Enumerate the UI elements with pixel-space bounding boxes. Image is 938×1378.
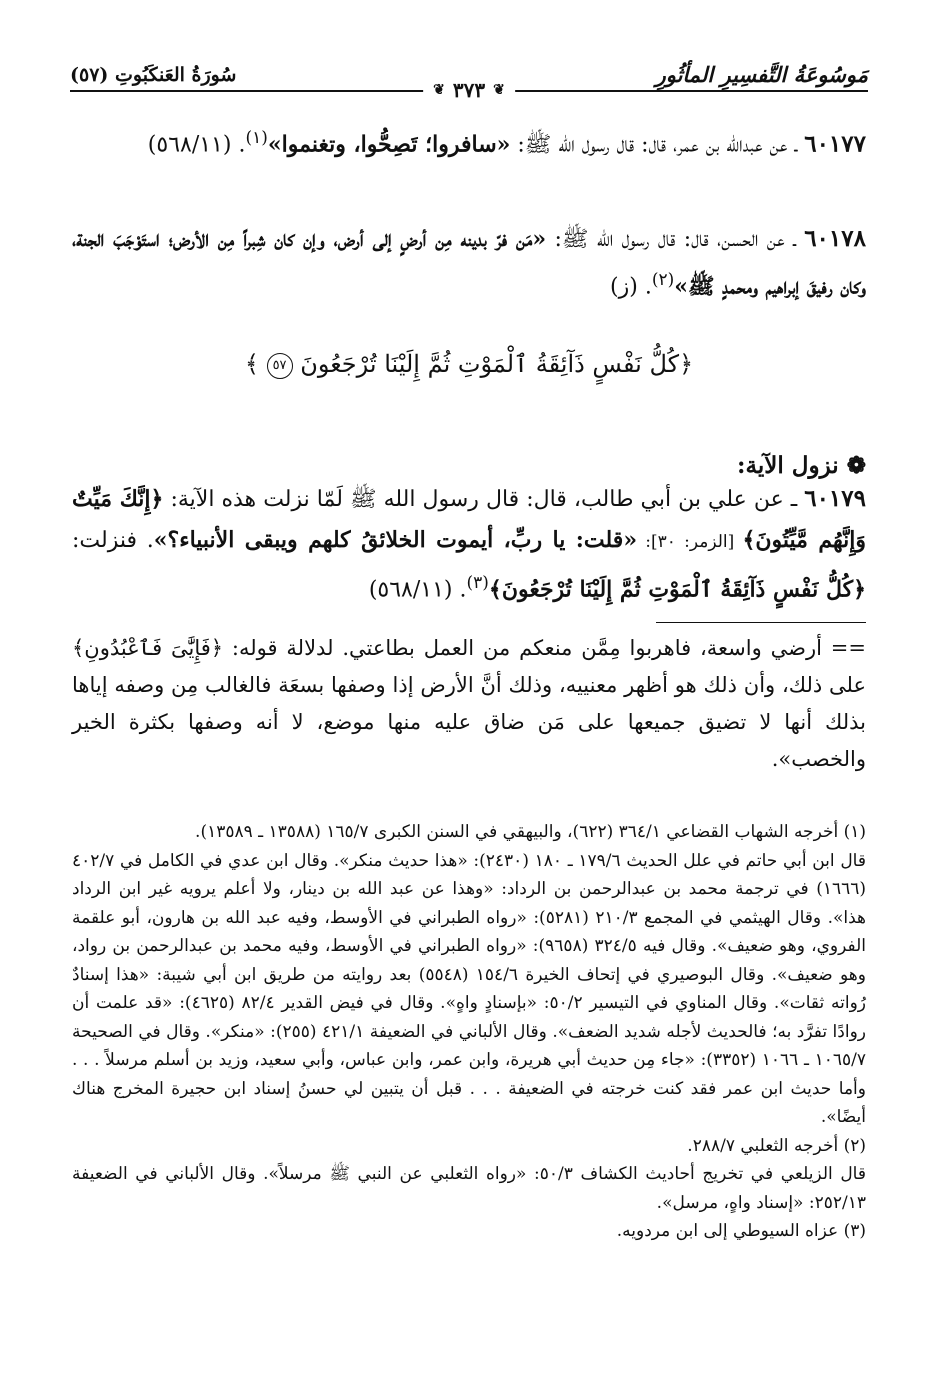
quran-verse: ﴿كُلُّ نَفْسٍ ذَآئِقَةُ ٱلْمَوْتِ ثُمَّ إِلَيْنَا تُرْجَعُونَ﴾ bbox=[488, 576, 866, 603]
quran-quote: ﴿إِنَّكَ مَيِّتٌ وَإِنَّهُم مَّيِّتُونَ﴾ bbox=[72, 486, 867, 553]
verse-close: ﴾ bbox=[244, 350, 259, 378]
surah-title: سُورَةُ العَنكَبُوتِ (٥٧) bbox=[70, 64, 237, 86]
footnote-1: (١) أخرجه الشهاب القضاعي ٣٦٤/١ (٦٢٢)، والبيهقي في السنن الكبرى ١٦٥/٧ (١٣٥٨٨ ـ ١٣٥٨٩). bbox=[195, 822, 866, 842]
footnote-2-detail: قال الزيلعي في تخريج أحاديث الكشاف ٥٠/٣: «رواه الثعلبي عن النبي ﷺ مرسلاً». وقال الألباني في الضعيفة ٢٥٢/١٣: «إسناد واهٍ، مرسل». bbox=[72, 1164, 866, 1213]
footnote-3: (٣) عزاه السيوطي إلى ابن مردويه. bbox=[616, 1221, 866, 1241]
entry-tail: . (ز) bbox=[610, 274, 652, 300]
entry-60179 bbox=[72, 478, 866, 610]
entry-text: ـ عن عبدالله بن عمر، قال: قال رسول الله ﷺ: bbox=[510, 132, 805, 158]
quran-ref: [الزمر: ٣٠]: bbox=[637, 532, 743, 552]
hadith-text: «قلت: يا ربِّ، أيموت الخلائقُ كلهم ويبقى الأنبياء؟» bbox=[153, 527, 638, 553]
continuation-text: == أرضي واسعة، فاهربوا مِمَّن منعكم من العمل بطاعتي. لدلالة قوله: ﴿فَإِيَّٰىَ فَٱعْبُدُونِ﴾ على ذلك، وأن ذلك هو أظهر معنييه، وذلك أنَّ الأرض إذا وصفها بسعَة فالغالب مِن وصفه إياها بذلك أنها لا تضيق جميعها على مَن ضاق عليه منها موضع، لا أنه وصفها بكثرة الخير والخصب». bbox=[72, 636, 866, 771]
footnote-ref: (٢) bbox=[651, 270, 675, 290]
verse-heading bbox=[72, 350, 866, 379]
footnote-ref: (٣) bbox=[466, 573, 489, 593]
section-title: نزول الآية: bbox=[737, 452, 839, 479]
ornament-icon: ❦ bbox=[433, 82, 445, 98]
entry-60177 bbox=[72, 118, 866, 165]
hadith-text: «مَن فرّ بدينه مِن أرضٍ إلى أرض، وإن كان شِبراً مِن الأرض؛ استَوْجَبَ الجنة، وكان رفيقَ إبراهيم ومحمدٍ ﷺ» bbox=[72, 226, 866, 300]
running-header bbox=[70, 58, 868, 100]
footnote-1-detail: قال ابن أبي حاتم في علل الحديث ١٧٩/٦ ـ ١٨٠ (٢٤٣٠): «هذا حديث منكر». وقال ابن عدي في الكامل في ٤٠٢/٧ (١٦٦٦) في ترجمة محمد بن عبدالرحمن بن الرداد: «وهذا عن عبد الله بن دينار، ولا أعلم يرويه غير ابن الرداد هذا». وقال الهيثمي في المجمع ٢١٠/٣ (٥٢٨١): «رواه الطبراني في الأوسط، وفيه عبد الله بن هارون، أبو علقمة الفروي، وهو ضعيف». وقال فيه ٣٢٤/٥ (٩٦٥٨): «رواه الطبراني في الأوسط، وفيه محمد بن عبدالرحمن بن رواد، وهو ضعيف». وقال البوصيري في إتحاف الخيرة ١٥٤/٦ (٥٥٤٨) بعد روايته من طريق ابن أبي شيبة: «هذا إسنادٌ رُواته ثقات». وقال المناوي في التيسير ٥٠/٢: «بإسنادٍ واهٍ». وقال في فيض القدير ٨٢/٤ (٤٦٢٥): «قد علمت أن روادًا تفرَّد به؛ فالحديث لأجله شديد الضعف». وقال الألباني في الضعيفة ٤٢١/١ (٢٥٥): «منكر». وقال في الصحيحة ١٠٦٥/٧ ـ ١٠٦٦ (٣٣٥٢): «جاء مِن حديث أبي هريرة، وابن عمر، وابن عباس، وأبي سعيد، وزيد بن أسلم مرسلاً . . . وأما حديث ابن عمر فقد كنت خرجته في الضعيفة . . . قبل أن يتبين لي حسنُ إسناد ابن حجيرة المخرج هناك أيضًا». bbox=[72, 850, 866, 1127]
entry-number: ٦٠١٧٧ bbox=[804, 130, 866, 158]
text-divider bbox=[656, 622, 866, 623]
entry-tail: . (٥٦٨/١١) bbox=[147, 132, 246, 158]
hadith-text: «سافروا؛ تَصِحُّوا، وتغنموا» bbox=[267, 131, 511, 158]
entry-number: ٦٠١٧٨ bbox=[804, 225, 866, 252]
book-title: مَوسُوعَةُ التَّفسِيرِ المأثُورِ bbox=[655, 62, 868, 87]
footnote-ref: (١) bbox=[245, 128, 268, 148]
footnotes bbox=[72, 818, 866, 1246]
flower-icon: ❁ bbox=[846, 452, 866, 479]
entry-text-mid: . فنزلت: bbox=[72, 528, 154, 553]
footnote-2: (٢) أخرجه الثعلبي ٢٨٨/٧. bbox=[687, 1135, 866, 1156]
entry-number: ٦٠١٧٩ bbox=[804, 485, 866, 512]
section-heading bbox=[737, 452, 866, 479]
page-number-block bbox=[423, 78, 515, 102]
entry-60178 bbox=[72, 218, 866, 307]
entry-text: ـ عن الحسن، قال: قال رسول الله ﷺ: bbox=[546, 227, 805, 252]
entry-tail: . (٥٦٨/١١) bbox=[368, 577, 467, 603]
verse-number: ٥٧ bbox=[267, 353, 293, 379]
ornament-icon: ❦ bbox=[493, 82, 505, 98]
page-number: ٣٧٣ bbox=[452, 78, 486, 102]
continuation-note bbox=[72, 630, 866, 778]
entry-text: ـ عن علي بن أبي طالب، قال: قال رسول الله ﷺ لَمّا نزلت هذه الآية: bbox=[163, 487, 805, 512]
verse-text: ﴿كُلُّ نَفْسٍ ذَآئِقَةُ ٱلْمَوْتِ ثُمَّ إِلَيْنَا تُرْجَعُونَ bbox=[300, 350, 694, 378]
